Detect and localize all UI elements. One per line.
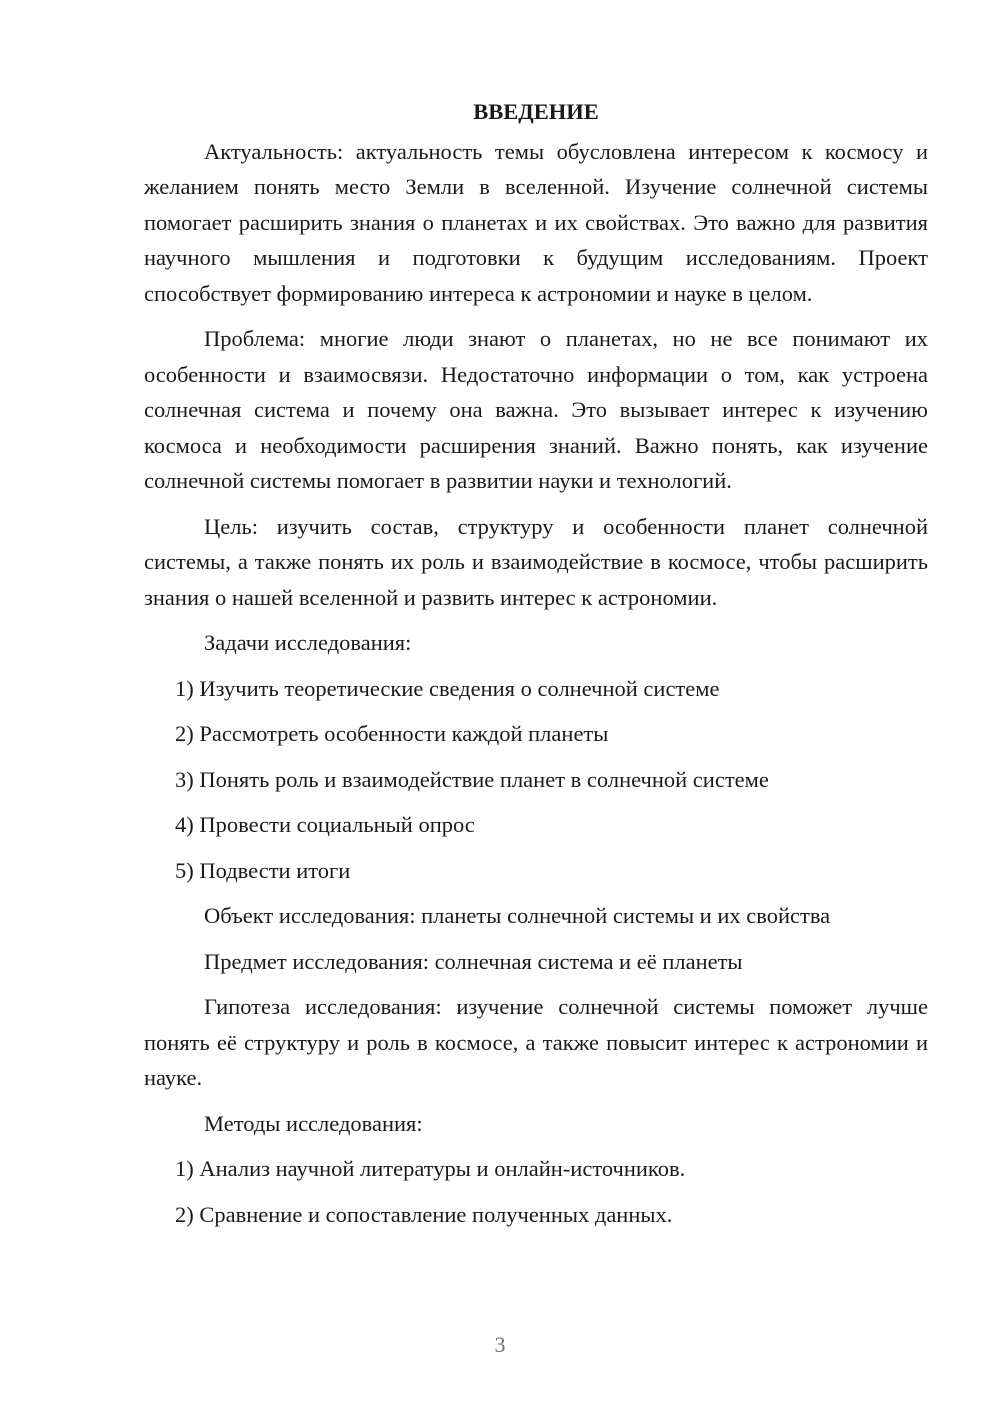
hypothesis-paragraph: Гипотеза исследования: изучение солнечной системы поможет лучше понять её структуру и роль в космосе, а также повысит интерес к астрономии и науке. (144, 994, 928, 1090)
tasks-list (144, 671, 928, 889)
list-item: 2) Рассмотреть особенности каждой планеты (175, 721, 609, 746)
page-number: 3 (494, 1332, 506, 1357)
subject-paragraph: Предмет исследования: солнечная система и её планеты (204, 948, 743, 974)
list-item: 3) Понять роль и взаимодействие планет в солнечной системе (175, 766, 769, 792)
relevance-paragraph: Актуальность: актуальность темы обусловлена интересом к космосу и желанием понять место Земли в вселенной. Изучение солнечной системы помогает расширить знания о планетах и их свойствах. Это важно для развития научного мышления и подготовки к будущим исследованиям. Проект способствует формированию интереса к астрономии и науке в целом. (144, 138, 928, 306)
tasks-heading: Задачи исследования: (204, 630, 412, 655)
document-page (144, 94, 928, 1242)
list-item: 5) Подвести итоги (175, 857, 351, 883)
list-item: 1) Изучить теоретические сведения о солнечной системе (175, 675, 720, 701)
methods-heading: Методы исследования: (204, 1110, 423, 1136)
object-paragraph: Объект исследования: планеты солнечной системы и их свойства (204, 903, 831, 928)
list-item: 1) Анализ научной литературы и онлайн-источников. (175, 1156, 686, 1181)
section-title: ВВЕДЕНИЕ (473, 99, 599, 124)
problem-paragraph: Проблема: многие люди знают о планетах, но не все понимают их особенности и взаимосвязи. Недостаточно информации о том, как устроена солнечная система и почему она важна. Это вызывает интерес к изучению космоса и необходимости расширения знаний. Важно понять, как изучение солнечной системы помогает в развитии науки и технологий. (144, 326, 928, 493)
list-item: 2) Сравнение и сопоставление полученных данных. (175, 1201, 673, 1227)
methods-list (144, 1151, 928, 1232)
goal-paragraph: Цель: изучить состав, структуру и особенности планет солнечной системы, а также понять их роль и взаимодействие в космосе, чтобы расширить знания о нашей вселенной и развить интерес к астрономии. (144, 513, 928, 610)
list-item: 4) Провести социальный опрос (175, 812, 475, 837)
